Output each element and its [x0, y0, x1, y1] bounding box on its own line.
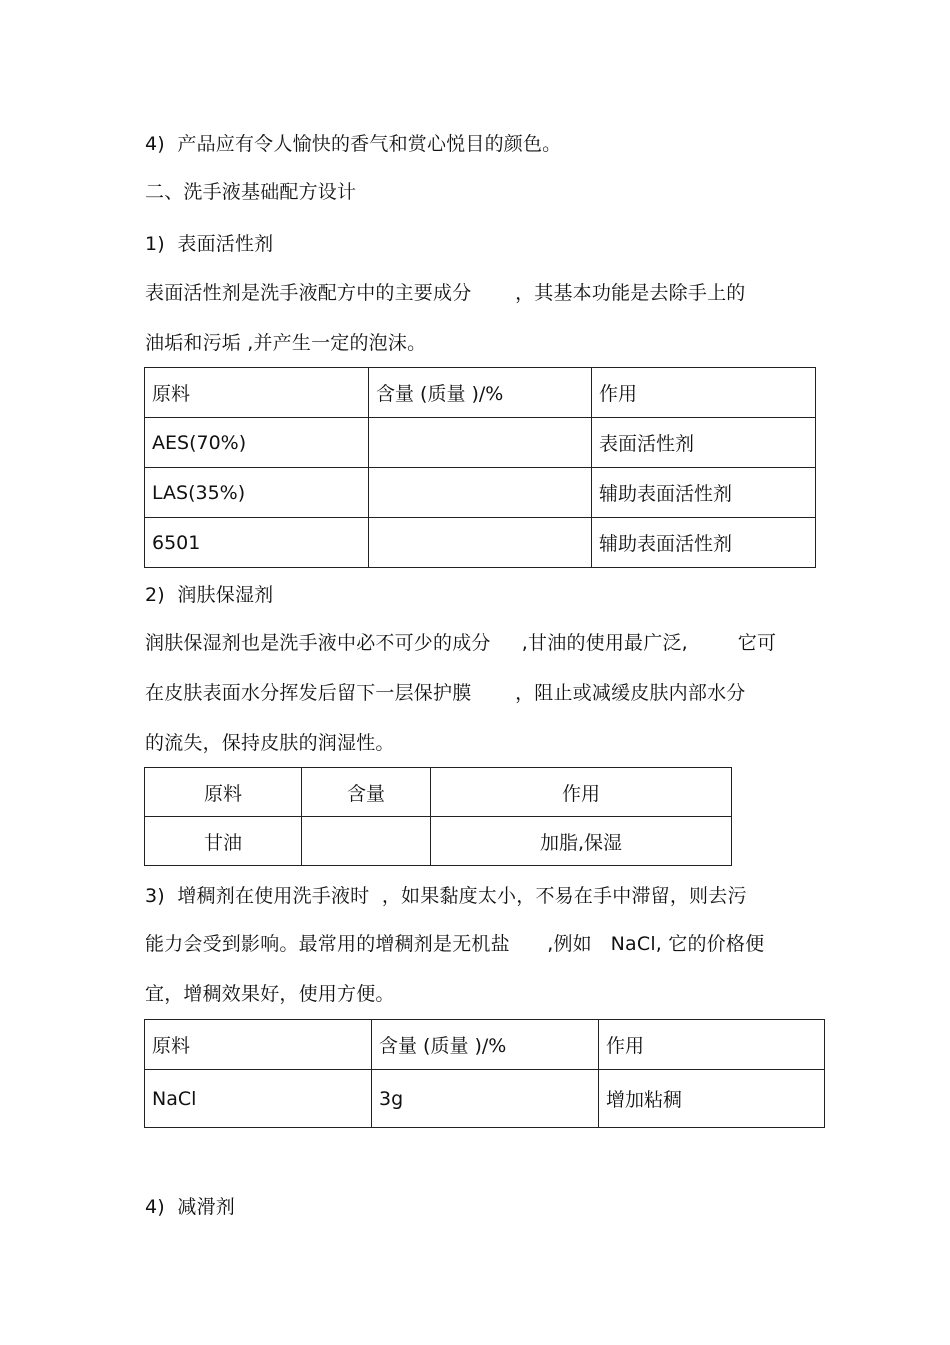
thickener-table [144, 1019, 825, 1128]
table-cell: 加脂,保湿 [431, 817, 732, 866]
table-header-row [145, 768, 732, 817]
table-cell: 表面活性剂 [592, 418, 816, 468]
table-row [145, 468, 816, 518]
table-header-cell: 原料 [145, 768, 302, 817]
table-header-cell: 含量 (质量 )/% [369, 368, 592, 418]
paragraph-moisturizer-line-1: 润肤保湿剂也是洗手液中必不可少的成分 ,甘油的使用最广泛, 它可 [145, 632, 777, 654]
table-row [145, 518, 816, 568]
table-row [145, 817, 732, 866]
table-cell: NaCl [145, 1070, 372, 1128]
table-header-cell: 作用 [599, 1020, 825, 1070]
table-header-cell: 原料 [145, 368, 369, 418]
table-row [145, 418, 816, 468]
subheading-slip-agent: 4) 减滑剂 [145, 1196, 235, 1218]
table-cell: 3g [372, 1070, 599, 1128]
paragraph-thickener-line-1: 3) 增稠剂在使用洗手液时 ，如果黏度太小，不易在手中滞留，则去污 [145, 885, 747, 907]
surfactant-table [144, 367, 816, 568]
paragraph-moisturizer-line-3: 的流失，保持皮肤的润湿性。 [145, 732, 395, 754]
table-cell [369, 418, 592, 468]
table-cell [369, 518, 592, 568]
table-row [145, 1070, 825, 1128]
table-cell: 甘油 [145, 817, 302, 866]
subheading-moisturizer: 2) 润肤保湿剂 [145, 584, 274, 606]
section-heading-formula-design: 二、洗手液基础配方设计 [145, 181, 357, 203]
table-cell: 增加粘稠 [599, 1070, 825, 1128]
paragraph-surfactant-line-1: 表面活性剂是洗手液配方中的主要成分 ，其基本功能是去除手上的 [145, 282, 746, 304]
table-cell [369, 468, 592, 518]
table-header-cell: 作用 [431, 768, 732, 817]
table-header-cell: 作用 [592, 368, 816, 418]
paragraph-moisturizer-line-2: 在皮肤表面水分挥发后留下一层保护膜 ，阻止或减缓皮肤内部水分 [145, 682, 746, 704]
subheading-surfactant: 1) 表面活性剂 [145, 233, 274, 255]
moisturizer-table [144, 767, 732, 866]
paragraph-thickener-line-3: 宜，增稠效果好，使用方便。 [145, 983, 395, 1005]
table-header-row [145, 1020, 825, 1070]
table-cell: 辅助表面活性剂 [592, 518, 816, 568]
table-cell [302, 817, 431, 866]
table-header-cell: 原料 [145, 1020, 372, 1070]
table-cell: AES(70%) [145, 418, 369, 468]
table-header-cell: 含量 [302, 768, 431, 817]
table-header-row [145, 368, 816, 418]
table-header-cell: 含量 (质量 )/% [372, 1020, 599, 1070]
table-cell: LAS(35%) [145, 468, 369, 518]
paragraph-thickener-line-2: 能力会受到影响。最常用的增稠剂是无机盐 ,例如 NaCl, 它的价格便 [145, 933, 765, 955]
table-cell: 6501 [145, 518, 369, 568]
list-item-fragrance-color: 4) 产品应有令人愉快的香气和赏心悦目的颜色。 [145, 133, 562, 155]
paragraph-surfactant-line-2: 油垢和污垢 ,并产生一定的泡沫。 [145, 332, 427, 354]
table-cell: 辅助表面活性剂 [592, 468, 816, 518]
